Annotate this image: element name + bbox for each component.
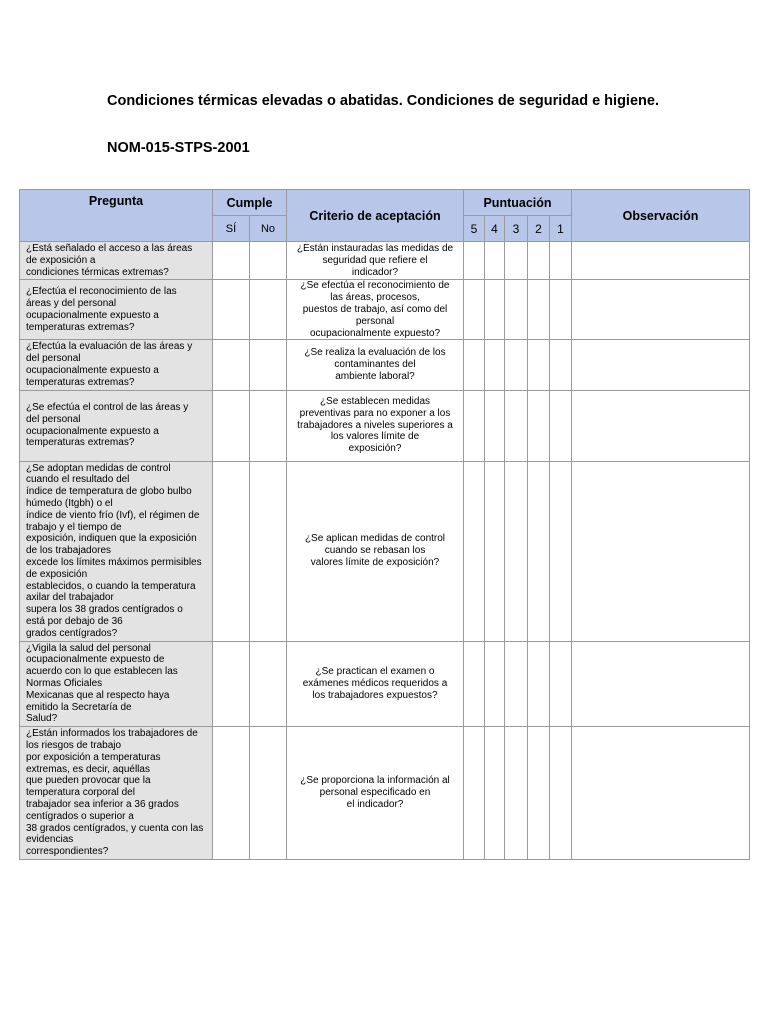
header-score-1: 1	[550, 216, 572, 242]
table-row	[20, 242, 750, 280]
cumple-no-cell[interactable]	[250, 461, 287, 641]
norm-code: NOM-015-STPS-2001	[107, 140, 250, 156]
observacion-cell[interactable]	[572, 641, 750, 727]
header-no: No	[250, 216, 287, 242]
header-pregunta: Pregunta	[20, 190, 213, 242]
observacion-cell[interactable]	[572, 242, 750, 280]
score-4-cell[interactable]	[485, 641, 505, 727]
cumple-si-cell[interactable]	[213, 461, 250, 641]
table-row	[20, 280, 750, 340]
header-score-3: 3	[505, 216, 528, 242]
score-1-cell[interactable]	[550, 641, 572, 727]
score-1-cell[interactable]	[550, 461, 572, 641]
cumple-no-cell[interactable]	[250, 390, 287, 461]
score-5-cell[interactable]	[464, 461, 485, 641]
cumple-no-cell[interactable]	[250, 727, 287, 860]
header-observacion: Observación	[572, 190, 750, 242]
criterio-cell: ¿Se efectúa el reconocimiento de las áreas, procesos, puestos de trabajo, así como del personal ocupacionalmente expuesto?	[287, 280, 464, 340]
score-4-cell[interactable]	[485, 727, 505, 860]
score-3-cell[interactable]	[505, 641, 528, 727]
score-3-cell[interactable]	[505, 280, 528, 340]
score-1-cell[interactable]	[550, 242, 572, 280]
pregunta-cell: ¿Efectúa la evaluación de las áreas y del personal ocupacionalmente expuesto a temperaturas extremas?	[20, 340, 213, 390]
pregunta-cell: ¿Están informados los trabajadores de los riesgos de trabajo por exposición a temperaturas extremas, es decir, aquéllas que pueden provocar que la temperatura corporal del trabajador sea inferior a 36 grados centígrados o superior a 38 grados centígrados, y cuenta con las evidencias correspondientes?	[20, 727, 213, 860]
score-4-cell[interactable]	[485, 242, 505, 280]
score-5-cell[interactable]	[464, 340, 485, 390]
score-5-cell[interactable]	[464, 390, 485, 461]
cumple-si-cell[interactable]	[213, 390, 250, 461]
score-1-cell[interactable]	[550, 280, 572, 340]
criterio-cell: ¿Se establecen medidas preventivas para no exponer a los trabajadores a niveles superiores a los valores límite de exposición?	[287, 390, 464, 461]
checklist-table	[19, 189, 750, 860]
cumple-no-cell[interactable]	[250, 340, 287, 390]
score-2-cell[interactable]	[528, 242, 550, 280]
pregunta-cell: ¿Se efectúa el control de las áreas y del personal ocupacionalmente expuesto a temperaturas extremas?	[20, 390, 213, 461]
score-2-cell[interactable]	[528, 390, 550, 461]
criterio-cell: ¿Se practican el examen o exámenes médicos requeridos a los trabajadores expuestos?	[287, 641, 464, 727]
score-5-cell[interactable]	[464, 641, 485, 727]
criterio-cell: ¿Se proporciona la información al personal especificado en el indicador?	[287, 727, 464, 860]
cumple-si-cell[interactable]	[213, 727, 250, 860]
criterio-cell: ¿Se realiza la evaluación de los contaminantes del ambiente laboral?	[287, 340, 464, 390]
header-score-2: 2	[528, 216, 550, 242]
score-4-cell[interactable]	[485, 280, 505, 340]
score-3-cell[interactable]	[505, 340, 528, 390]
document-title: Condiciones térmicas elevadas o abatidas. Condiciones de seguridad e higiene.	[107, 93, 659, 109]
score-2-cell[interactable]	[528, 280, 550, 340]
score-2-cell[interactable]	[528, 727, 550, 860]
cumple-si-cell[interactable]	[213, 340, 250, 390]
score-2-cell[interactable]	[528, 340, 550, 390]
score-1-cell[interactable]	[550, 340, 572, 390]
header-criterio: Criterio de aceptación	[287, 190, 464, 242]
score-5-cell[interactable]	[464, 280, 485, 340]
score-4-cell[interactable]	[485, 461, 505, 641]
pregunta-cell: ¿Vigila la salud del personal ocupacionalmente expuesto de acuerdo con lo que establecen las Normas Oficiales Mexicanas que al respecto haya emitido la Secretaría de Salud?	[20, 641, 213, 727]
score-3-cell[interactable]	[505, 461, 528, 641]
observacion-cell[interactable]	[572, 280, 750, 340]
pregunta-cell: ¿Se adoptan medidas de control cuando el resultado del índice de temperatura de globo bulbo húmedo (Itgbh) o el índice de viento frío (Ivf), el régimen de trabajo y el tiempo de exposición, indiquen que la exposición de los trabajadores excede los límites máximos permisibles de exposición establecidos, o cuando la temperatura axilar del trabajador supera los 38 grados centígrados o está por debajo de 36 grados centígrados?	[20, 461, 213, 641]
score-4-cell[interactable]	[485, 390, 505, 461]
pregunta-cell: ¿Está señalado el acceso a las áreas de exposición a condiciones térmicas extremas?	[20, 242, 213, 280]
cumple-si-cell[interactable]	[213, 641, 250, 727]
header-puntuacion: Puntuación	[464, 190, 572, 216]
score-3-cell[interactable]	[505, 727, 528, 860]
score-1-cell[interactable]	[550, 727, 572, 860]
header-si: SÍ	[213, 216, 250, 242]
header-score-5: 5	[464, 216, 485, 242]
cumple-si-cell[interactable]	[213, 280, 250, 340]
pregunta-cell: ¿Efectúa el reconocimiento de las áreas y del personal ocupacionalmente expuesto a temperaturas extremas?	[20, 280, 213, 340]
table-row	[20, 641, 750, 727]
observacion-cell[interactable]	[572, 461, 750, 641]
criterio-cell: ¿Se aplican medidas de control cuando se rebasan los valores límite de exposición?	[287, 461, 464, 641]
score-4-cell[interactable]	[485, 340, 505, 390]
table-row	[20, 390, 750, 461]
score-2-cell[interactable]	[528, 641, 550, 727]
header-cumple: Cumple	[213, 190, 287, 216]
observacion-cell[interactable]	[572, 340, 750, 390]
header-score-4: 4	[485, 216, 505, 242]
criterio-cell: ¿Están instauradas las medidas de seguridad que refiere el indicador?	[287, 242, 464, 280]
observacion-cell[interactable]	[572, 390, 750, 461]
table-row	[20, 461, 750, 641]
cumple-no-cell[interactable]	[250, 242, 287, 280]
score-5-cell[interactable]	[464, 242, 485, 280]
score-3-cell[interactable]	[505, 242, 528, 280]
score-5-cell[interactable]	[464, 727, 485, 860]
cumple-no-cell[interactable]	[250, 641, 287, 727]
cumple-si-cell[interactable]	[213, 242, 250, 280]
table-row	[20, 340, 750, 390]
score-1-cell[interactable]	[550, 390, 572, 461]
table-row	[20, 727, 750, 860]
cumple-no-cell[interactable]	[250, 280, 287, 340]
score-3-cell[interactable]	[505, 390, 528, 461]
score-2-cell[interactable]	[528, 461, 550, 641]
observacion-cell[interactable]	[572, 727, 750, 860]
